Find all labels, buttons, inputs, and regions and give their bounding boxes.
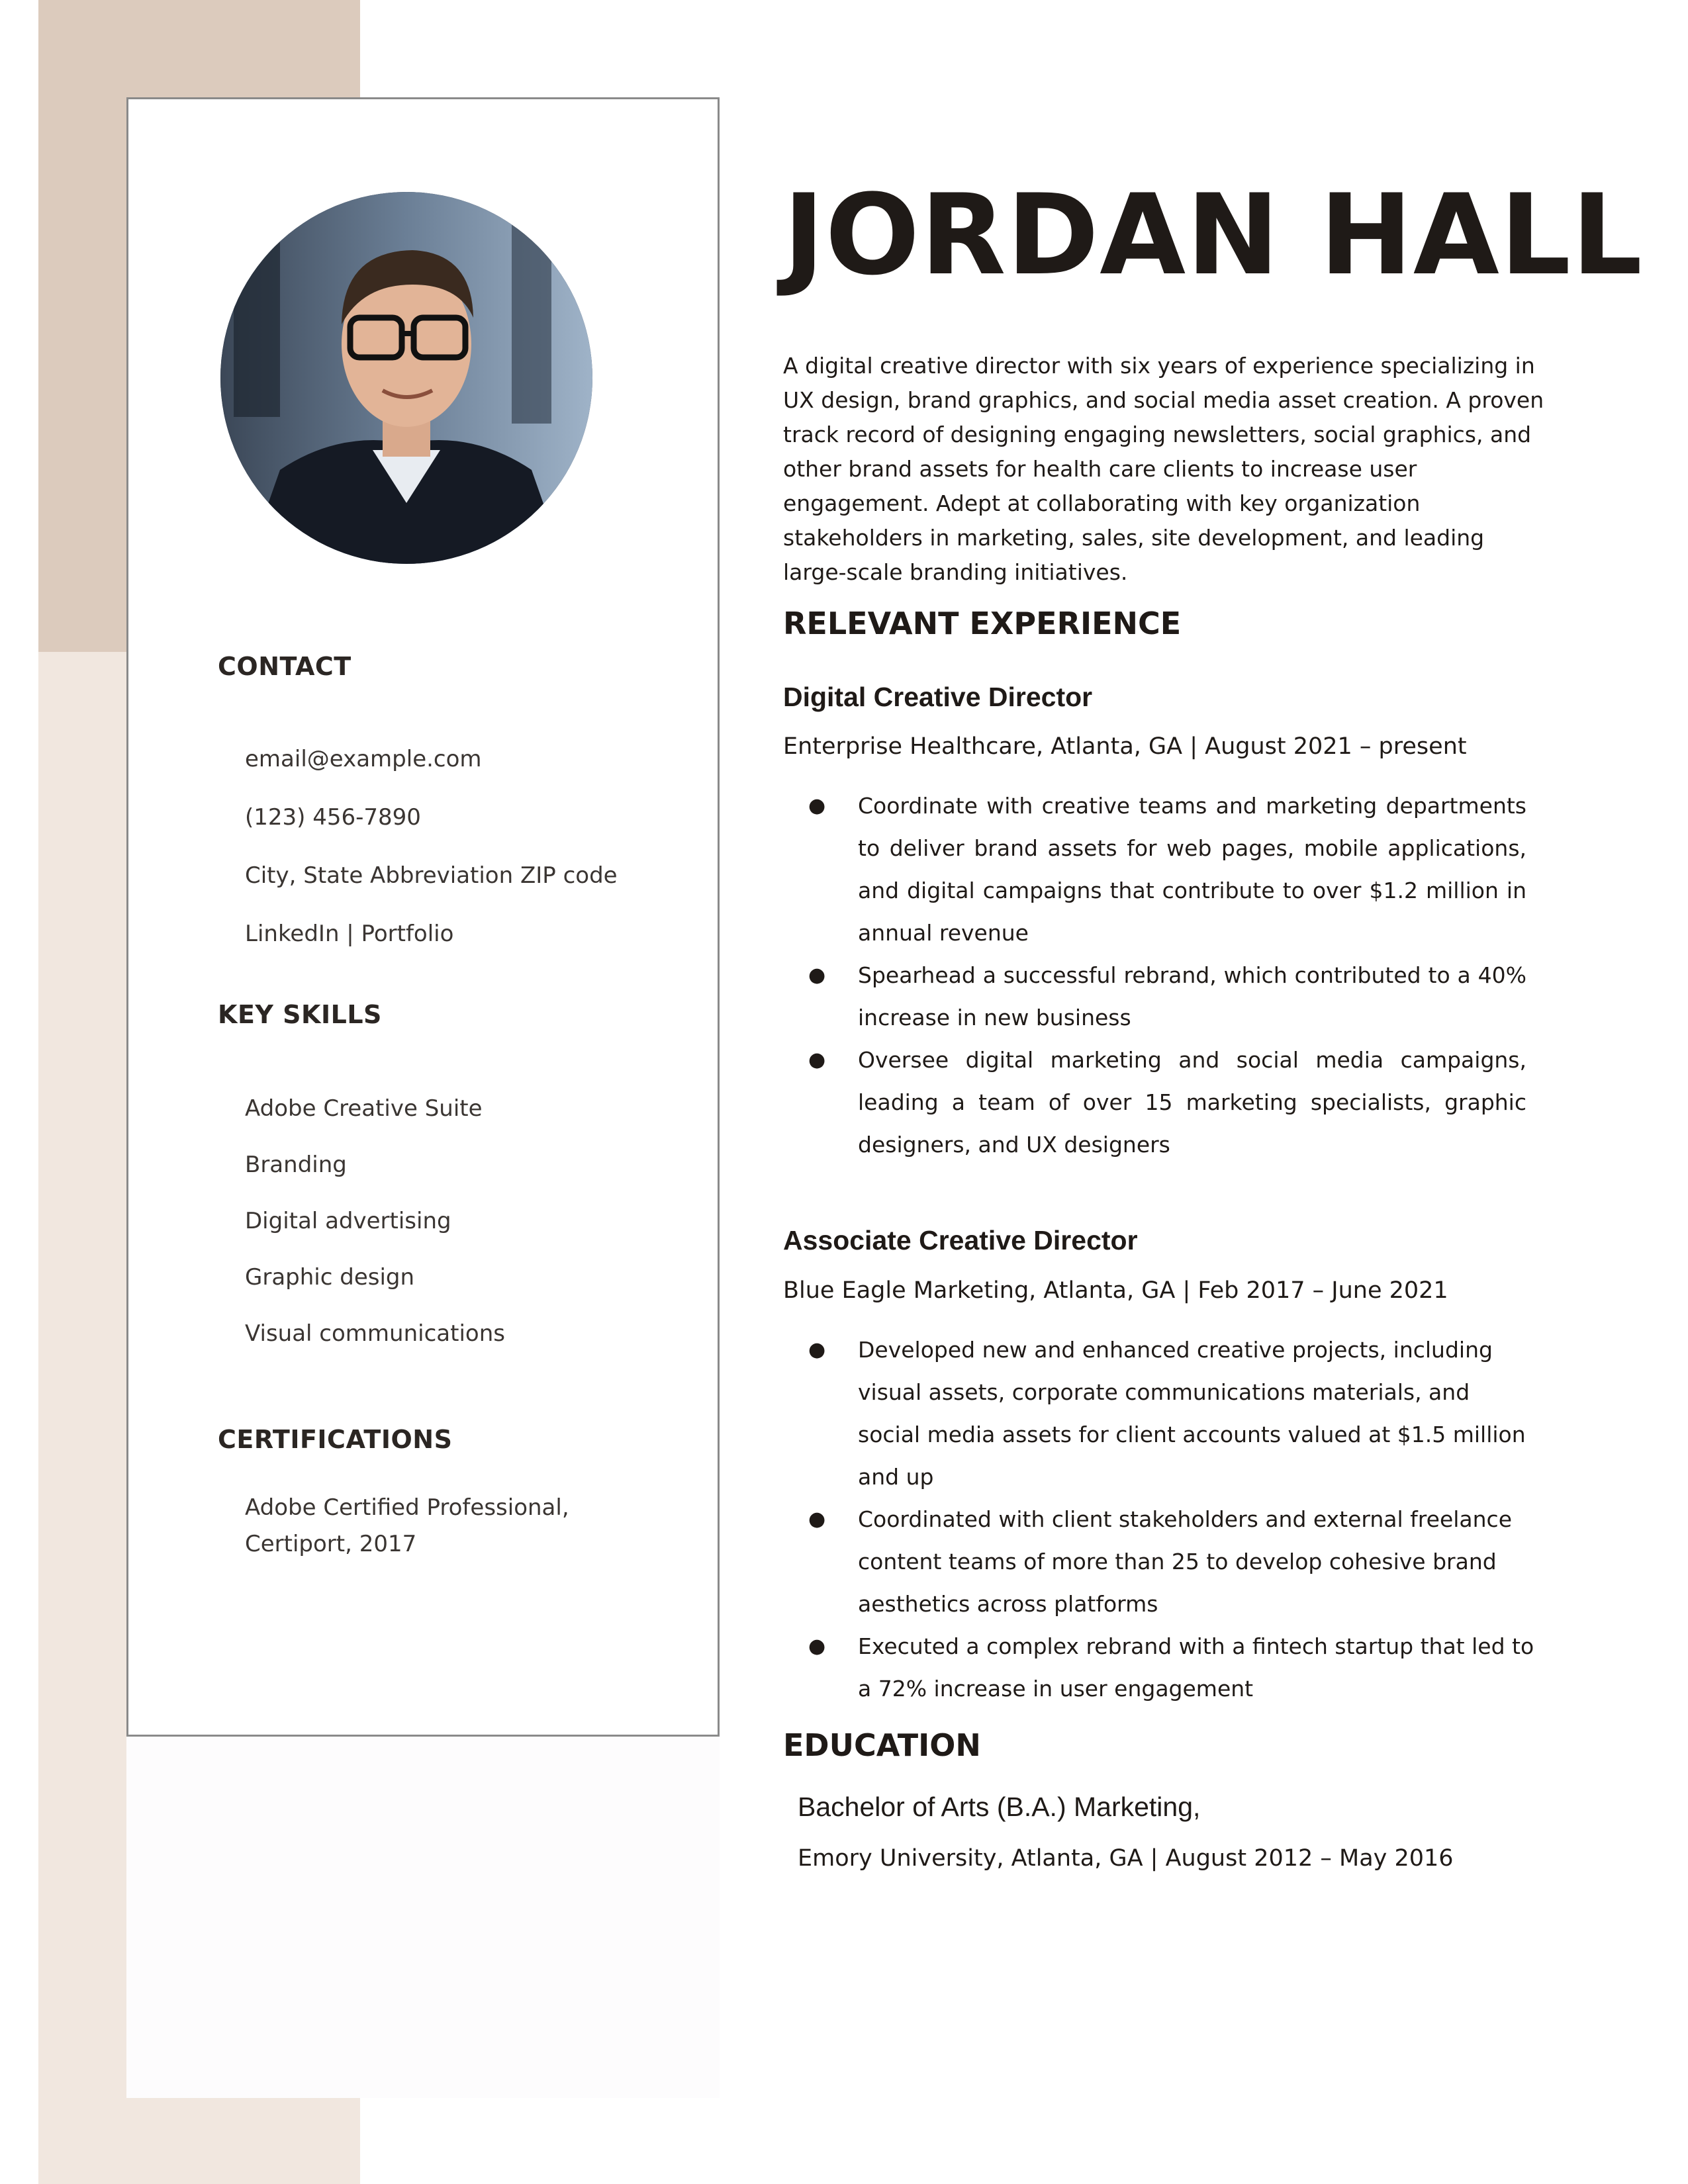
contact-list [245,746,618,979]
job-bullet [783,1498,1538,1625]
contact-address: City, State Abbreviation ZIP code [245,862,618,889]
skills-heading: KEY SKILLS [218,1000,382,1029]
skill-item: Adobe Creative Suite [245,1095,483,1122]
job-title: Digital Creative Director [783,682,1093,712]
job-bullet [783,954,1526,1039]
summary-text: A digital creative director with six years of experience specializing in UX design, brand graphics, and social media asset creation. A proven track record of designing engaging newsletters, social graphics, and other brand assets for health care clients to increase user engagement. Adept at collaborating with key organization stakeholders in marketing, sales, site development, and leading large-scale branding initiatives. [783,353,1544,585]
bullet-dot-icon: ● [808,1508,826,1531]
contact-phone[interactable]: (123) 456-7890 [245,804,421,831]
job-meta: Enterprise Healthcare, Atlanta, GA | August 2021 – present [783,733,1467,760]
job-meta: Blue Eagle Marketing, Atlanta, GA | Feb 2017 – June 2021 [783,1277,1448,1304]
skills-list [245,1095,505,1377]
education-degree: Bachelor of Arts (B.A.) Marketing, [798,1792,1201,1822]
bullet-dot-icon: ● [808,1048,826,1071]
profile-photo [220,192,592,564]
job-bullets [783,1329,1538,1710]
job-bullet [783,1329,1538,1498]
bullet-text: Coordinate with creative teams and marketing departments to deliver brand assets for web pages, mobile applications, and digital campaigns that contribute to over $1.2 million in annual revenue [858,793,1526,946]
bullet-text: Developed new and enhanced creative projects, including visual assets, corporate communications materials, and social media assets for client accounts valued at $1.5 million and up [858,1337,1526,1490]
bullet-text: Spearhead a successful rebrand, which contributed to a 40% increase in new business [858,962,1526,1030]
bullet-text: Coordinated with client stakeholders and external freelance content teams of more than 25 to develop cohesive brand aesthetics across platforms [858,1506,1513,1617]
contact-heading: CONTACT [218,652,352,681]
sidebar-card-footer [126,1737,720,2098]
job-bullet [783,785,1526,954]
skill-item: Branding [245,1152,347,1178]
bullet-text: Executed a complex rebrand with a fintech startup that led to a 72% increase in user engagement [858,1633,1534,1702]
bullet-dot-icon: ● [808,794,826,817]
bullet-dot-icon: ● [808,1338,826,1361]
certification-item: Adobe Certified Professional, Certiport, 2017 [245,1494,569,1557]
skill-item: Graphic design [245,1264,415,1291]
contact-links[interactable]: LinkedIn | Portfolio [245,921,454,947]
job-bullets [783,785,1538,1166]
skill-item: Visual communications [245,1320,505,1347]
candidate-name: JORDAN HALL [783,170,1643,300]
experience-heading: RELEVANT EXPERIENCE [783,606,1182,641]
bullet-dot-icon: ● [808,964,826,987]
contact-email[interactable]: email@example.com [245,746,482,772]
bullet-text: Oversee digital marketing and social media campaigns, leading a team of over 15 marketing specialists, graphic designers, and UX designers [858,1047,1526,1158]
education-heading: EDUCATION [783,1727,981,1763]
job-bullet [783,1625,1538,1710]
bullet-dot-icon: ● [808,1635,826,1658]
job-title: Associate Creative Director [783,1225,1138,1255]
certifications-heading: CERTIFICATIONS [218,1425,453,1454]
education-meta: Emory University, Atlanta, GA | August 2012 – May 2016 [798,1845,1454,1872]
job-bullet [783,1039,1526,1166]
skill-item: Digital advertising [245,1208,451,1234]
